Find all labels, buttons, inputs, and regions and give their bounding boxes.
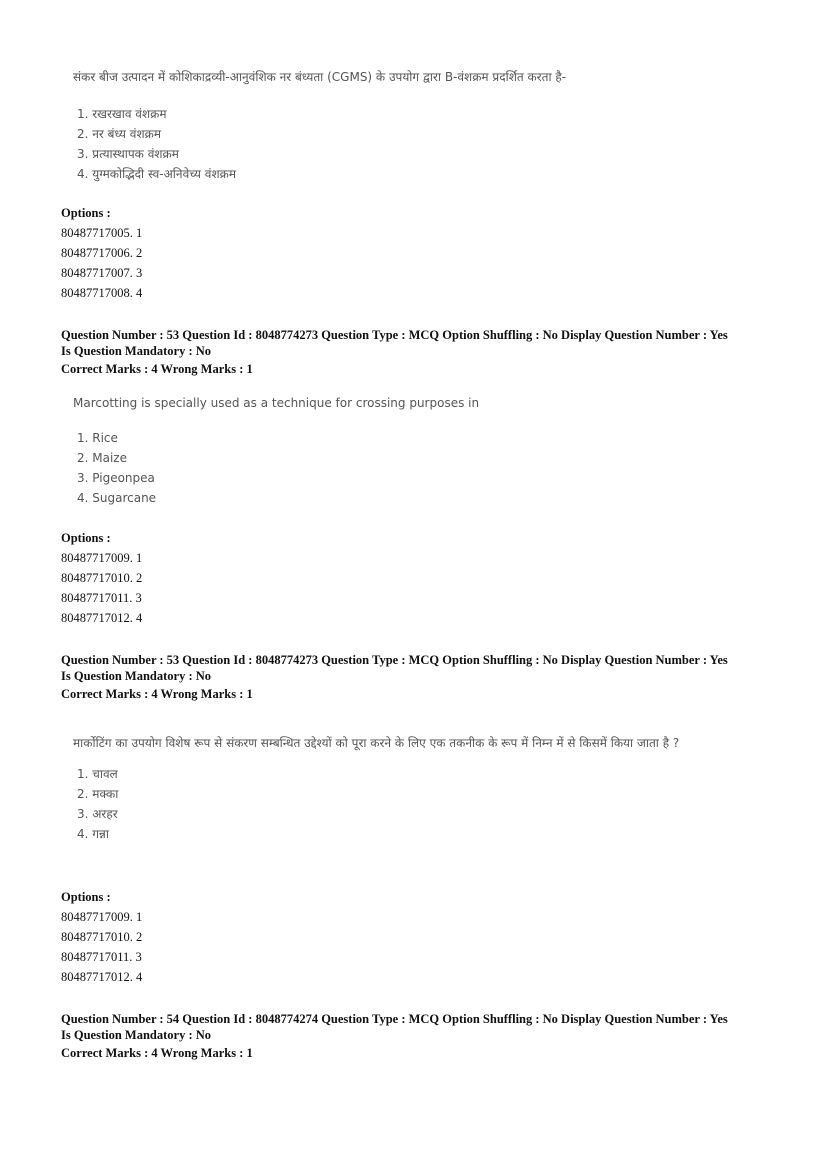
- choice-item: 3. Pigeonpea: [77, 471, 155, 485]
- choice-item: 3. प्रत्यास्थापक वंशक्रम: [77, 147, 179, 161]
- options-block-q53-hindi: [61, 888, 142, 987]
- question-meta-line: Question Number : 54 Question Id : 8048774274 Question Type : MCQ Option Shuffling : No Display Question Number : Yes: [61, 1012, 728, 1026]
- option-id-row: 80487717010. 2: [61, 930, 143, 944]
- option-id-row: 80487717012. 4: [61, 611, 143, 625]
- question-mandatory-line: Is Question Mandatory : No: [61, 344, 212, 358]
- option-id-row: 80487717007. 3: [61, 266, 143, 280]
- option-id-row: 80487717009. 1: [61, 910, 143, 924]
- option-id-row: 80487717008. 4: [61, 286, 143, 300]
- option-id-row: 80487717012. 4: [61, 970, 143, 984]
- choice-item: 4. युग्मकोद्भिदी स्व-अनिवेच्य वंशक्रम: [77, 167, 236, 181]
- choice-list: [77, 428, 773, 508]
- option-id-row: 80487717006. 2: [61, 246, 143, 260]
- question-stem: संकर बीज उत्पादन में कोशिकाद्रव्यी-आनुवंशिक नर बंध्यता (CGMS) के उपयोग द्वारा B-वंशक्रम प्रदर्शित करता है-: [73, 70, 567, 84]
- choice-item: 2. नर बंध्य वंशक्रम: [77, 127, 162, 141]
- choice-item: 2. मक्का: [77, 787, 119, 801]
- question-meta-line: Question Number : 53 Question Id : 8048774273 Question Type : MCQ Option Shuffling : No Display Question Number : Yes: [61, 653, 728, 667]
- question-mandatory-line: Is Question Mandatory : No: [61, 669, 212, 683]
- choice-list: [77, 764, 763, 844]
- choice-item: 1. रखरखाव वंशक्रम: [77, 107, 167, 121]
- question-header-q53-hindi: [61, 652, 728, 702]
- question-header-q54: [61, 1011, 728, 1061]
- marks-line: Correct Marks : 4 Wrong Marks : 1: [61, 1046, 253, 1060]
- options-label: Options :: [61, 531, 111, 545]
- question-stem: मार्कोटिंग का उपयोग विशेष रूप से संकरण सम्बन्धित उद्देश्यों को पूरा करने के लिए एक तकनीक के रूप में निम्न में से किसमें किया जाता है ?: [73, 736, 680, 750]
- question-image-q52-hindi: [73, 68, 773, 184]
- option-id-row: 80487717005. 1: [61, 226, 143, 240]
- option-id-row: 80487717009. 1: [61, 551, 143, 565]
- question-mandatory-line: Is Question Mandatory : No: [61, 1028, 212, 1042]
- options-block-q52: [61, 204, 142, 303]
- choice-item: 3. अरहर: [77, 807, 118, 821]
- choice-item: 4. गन्ना: [77, 827, 109, 841]
- marks-line: Correct Marks : 4 Wrong Marks : 1: [61, 362, 253, 376]
- option-id-row: 80487717010. 2: [61, 571, 143, 585]
- option-id-row: 80487717011. 3: [61, 950, 142, 964]
- marks-line: Correct Marks : 4 Wrong Marks : 1: [61, 687, 253, 701]
- choice-item: 1. Rice: [77, 431, 118, 445]
- choice-item: 1. चावल: [77, 767, 118, 781]
- choice-item: 2. Maize: [77, 451, 127, 465]
- question-image-q53-hindi: [73, 732, 763, 844]
- option-id-row: 80487717011. 3: [61, 591, 142, 605]
- question-image-q53-en: [73, 394, 773, 508]
- options-label: Options :: [61, 206, 111, 220]
- question-meta-line: Question Number : 53 Question Id : 8048774273 Question Type : MCQ Option Shuffling : No Display Question Number : Yes: [61, 328, 728, 342]
- choice-list: [77, 104, 773, 184]
- question-stem: Marcotting is specially used as a technique for crossing purposes in: [73, 396, 480, 410]
- options-label: Options :: [61, 890, 111, 904]
- options-block-q53-en: [61, 529, 142, 628]
- choice-item: 4. Sugarcane: [77, 491, 157, 505]
- question-header-q53-en: [61, 327, 728, 377]
